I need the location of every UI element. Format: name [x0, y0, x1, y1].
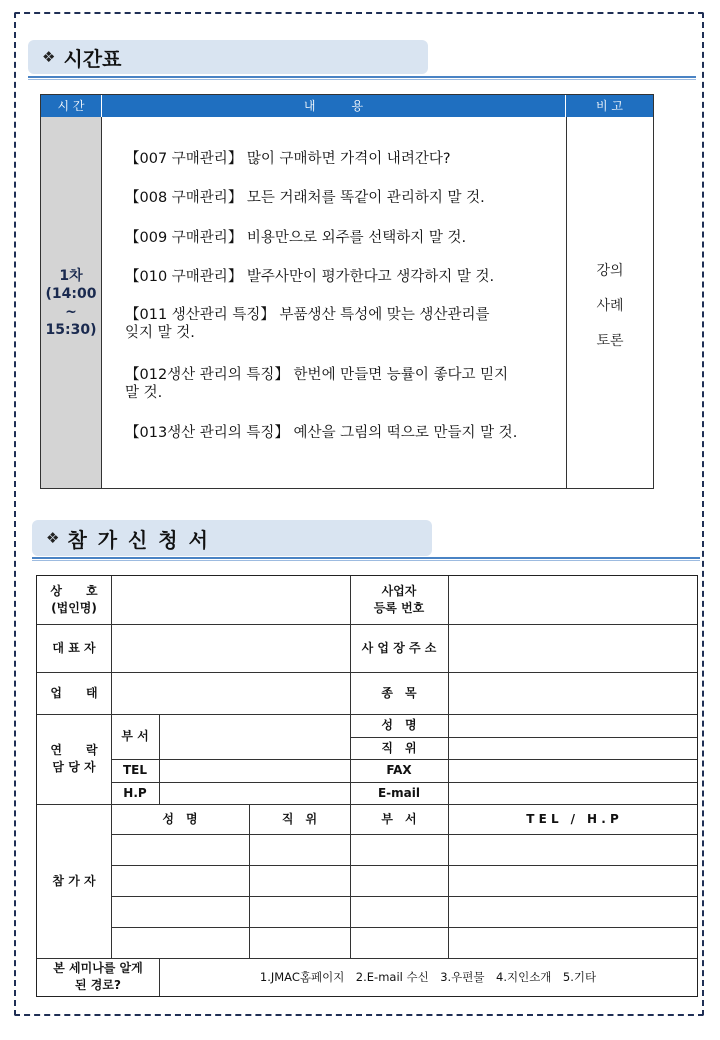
- note-case: 사례: [596, 298, 624, 314]
- contact-label: 연 락 담 당 자: [50, 743, 98, 774]
- participant-label: 참 가 자: [52, 873, 96, 888]
- content-item: 【009 구매관리】 비용만으로 외주를 선택하지 말 것.: [125, 230, 467, 246]
- participant-row[interactable]: [111, 896, 697, 927]
- fax-label: FAX: [386, 763, 412, 777]
- participant-header-name: 성 명: [162, 811, 198, 826]
- source-options[interactable]: 1.JMAC홈페이지 2.E-mail 수신 3.우편물 4.지인소개 5.기타: [259, 969, 597, 984]
- note-lecture: 강의: [596, 263, 624, 279]
- section-divider: [28, 76, 696, 80]
- content-item: 【013생산 관리의 특징】 예산을 그림의 떡으로 만들지 말 것.: [125, 425, 518, 441]
- source-label: 본 세미나를 알게 된 경로?: [53, 961, 143, 992]
- company-label: 상 호 (법인명): [50, 584, 98, 615]
- address-label: 사 업 장 주 소: [361, 640, 437, 655]
- session-notes: [566, 117, 653, 488]
- session-number: 1차: [59, 267, 83, 284]
- position-label: 직 위: [381, 740, 417, 755]
- dept-field[interactable]: [159, 714, 350, 759]
- application-form: [36, 575, 698, 997]
- content-item: 【008 구매관리】 모든 거래처를 똑같이 관리하지 말 것.: [125, 190, 485, 206]
- header-time: 시 간: [41, 95, 102, 117]
- section-divider: [32, 557, 700, 561]
- timetable: [40, 94, 654, 489]
- name-field[interactable]: [448, 714, 697, 737]
- email-field[interactable]: [448, 782, 697, 804]
- address-field[interactable]: [448, 624, 697, 672]
- email-label: E-mail: [377, 785, 420, 800]
- hp-field[interactable]: [159, 782, 350, 804]
- participant-header-dept: 부 서: [381, 811, 417, 826]
- diamond-bullet-icon: ❖: [42, 48, 56, 66]
- tel-field[interactable]: [159, 759, 350, 782]
- biztype-field[interactable]: [111, 672, 350, 714]
- schedule-title: 시간표: [63, 46, 122, 71]
- diamond-bullet-icon: ❖: [46, 529, 60, 547]
- bizno-field[interactable]: [448, 576, 697, 624]
- session-time: [41, 117, 102, 488]
- header-note: 비 고: [596, 99, 623, 113]
- session-tilde: ~: [65, 303, 77, 320]
- session-start: (14:00: [45, 285, 97, 302]
- tel-label: TEL: [122, 763, 148, 777]
- dept-label: 부 서: [121, 729, 149, 743]
- biztype-label: 업 태: [50, 685, 98, 700]
- item-label: 종 목: [381, 685, 417, 700]
- participant-header-position: 직 위: [281, 811, 318, 826]
- hp-label: H.P: [123, 785, 147, 800]
- fax-field[interactable]: [448, 759, 697, 782]
- schedule-section-header: [28, 40, 428, 74]
- application-section-header: [32, 520, 432, 556]
- content-item: 【007 구매관리】 많이 구매하면 가격이 내려간다?: [125, 151, 451, 167]
- participant-row[interactable]: [111, 927, 697, 958]
- company-field[interactable]: [111, 576, 350, 624]
- bizno-label: 사업자 등록 번호: [373, 584, 425, 615]
- item-field[interactable]: [448, 672, 697, 714]
- name-label: 성 명: [381, 718, 417, 732]
- timetable-header: [41, 95, 653, 117]
- content-item: 【010 구매관리】 발주사만이 평가한다고 생각하지 말 것.: [125, 269, 495, 285]
- ceo-field[interactable]: [111, 624, 350, 672]
- header-content: 내 용: [102, 95, 566, 117]
- content-item: 【012생산 관리의 특징】 한번에 만들면 능률이 좋다고 믿지 말 것.: [125, 367, 509, 401]
- session-end: 15:30): [45, 321, 97, 338]
- participant-row[interactable]: [111, 865, 697, 896]
- participant-row[interactable]: [111, 834, 697, 865]
- note-discussion: 토론: [596, 333, 624, 349]
- application-title: 참 가 신 청 서: [67, 527, 210, 552]
- position-field[interactable]: [448, 737, 697, 759]
- participant-header-tel: T E L / H . P: [526, 811, 619, 826]
- content-item: 【011 생산관리 특징】 부품생산 특성에 맞는 생산관리를 잊지 말 것.: [125, 307, 490, 341]
- ceo-label: 대 표 자: [52, 640, 96, 655]
